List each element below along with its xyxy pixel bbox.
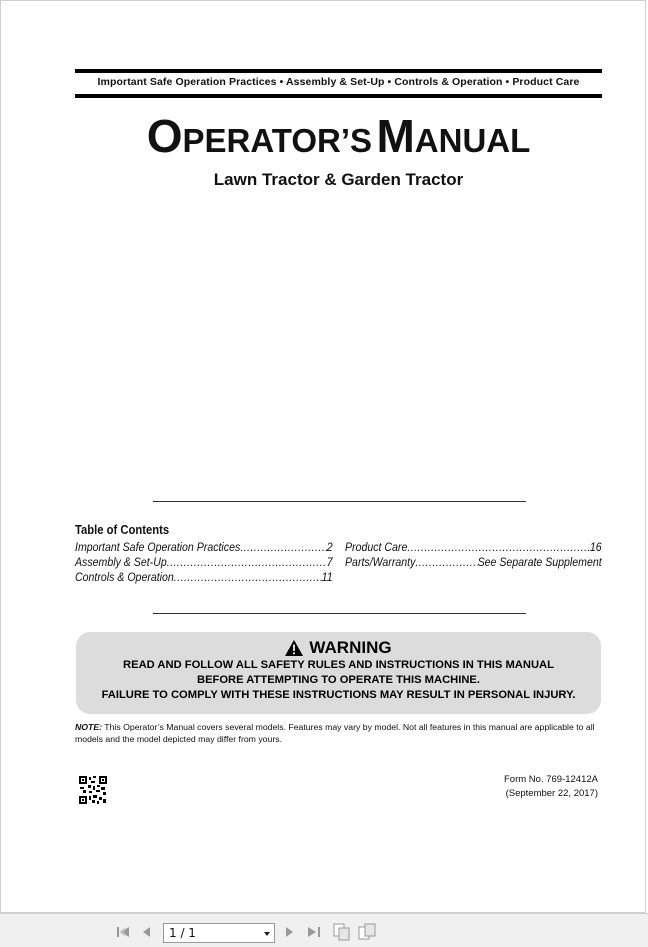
warning-heading: [76, 638, 601, 658]
top-rule: [75, 69, 602, 73]
note-paragraph: [75, 722, 602, 745]
form-date: (September 22, 2017): [505, 788, 598, 799]
bottom-rule: [75, 94, 602, 98]
note-text: This Operator’s Manual covers several models. Features may vary by model. Not all features in this manual are applicable to all models and the model depicted may differ from yours.: [75, 722, 595, 744]
toc-entry-label: Parts/Warranty: [345, 557, 416, 569]
page-title: [75, 109, 602, 163]
toc-entry-label: Important Safe Operation Practices: [75, 542, 241, 554]
chevron-down-icon: [264, 932, 270, 936]
toc-entry-page: See Separate Supplement: [477, 557, 602, 569]
title-s: S: [349, 122, 372, 159]
warning-box: [76, 632, 601, 714]
last-page-icon[interactable]: [307, 925, 321, 939]
first-page-icon[interactable]: [116, 925, 130, 939]
next-page-icon[interactable]: [284, 925, 296, 939]
title-letter-o: O: [146, 110, 183, 162]
qr-code-icon: [79, 776, 107, 804]
toc-entry-label: Assembly & Set-Up: [75, 557, 167, 569]
toc-dots: [415, 557, 477, 569]
divider-bottom: [153, 613, 526, 614]
toc-dots: [407, 542, 590, 554]
title-operator: PERATOR: [182, 122, 341, 159]
divider-top: [153, 501, 526, 502]
warning-triangle-icon: [285, 640, 303, 656]
toc-entry-safe-operation[interactable]: [75, 542, 333, 554]
page-number-select[interactable]: [163, 923, 275, 943]
title-manual: ANUAL: [414, 122, 531, 159]
toc-entry-product-care[interactable]: [345, 542, 602, 554]
title-apostrophe: ’: [340, 122, 350, 159]
topics-line: Important Safe Operation Practices • Assembly & Set-Up • Controls & Operation • Product Care: [97, 76, 580, 88]
toc-dots: [240, 542, 326, 554]
warning-heading-text: WARNING: [309, 638, 392, 657]
toc-entry-page: 11: [321, 572, 333, 584]
page-indicator-text: 1 / 1: [169, 926, 196, 940]
toc-entry-label: Controls & Operation: [75, 572, 174, 584]
toc-entry-controls[interactable]: [75, 572, 333, 584]
two-page-view-icon[interactable]: [358, 923, 376, 941]
form-number: Form No. 769-12412A: [504, 774, 598, 785]
toc-entry-parts-warranty[interactable]: [345, 557, 602, 569]
toc-entry-label: Product Care: [345, 542, 408, 554]
toc-title: Table of Contents: [75, 523, 170, 537]
toc-entry-assembly[interactable]: [75, 557, 333, 569]
page-subtitle: Lawn Tractor & Garden Tractor: [213, 170, 464, 189]
form-info: [504, 773, 598, 801]
previous-page-icon[interactable]: [140, 925, 152, 939]
single-page-view-icon[interactable]: [333, 923, 351, 941]
toc-dots: [167, 557, 327, 569]
warning-line-2: BEFORE ATTEMPTING TO OPERATE THIS MACHINE.: [196, 674, 480, 686]
pdf-viewer-toolbar: [0, 913, 648, 947]
warning-line-3: FAILURE TO COMPLY WITH THESE INSTRUCTIONS MAY RESULT IN PERSONAL INJURY.: [101, 689, 576, 701]
title-letter-m: M: [376, 110, 415, 162]
warning-line-1: READ AND FOLLOW ALL SAFETY RULES AND INSTRUCTIONS IN THIS MANUAL: [123, 659, 554, 671]
toc-dots: [174, 572, 322, 584]
note-label: NOTE:: [75, 722, 103, 732]
toc-entry-page: 2: [326, 542, 333, 554]
toc-entry-page: 16: [589, 542, 602, 554]
toc-entry-page: 7: [326, 557, 333, 569]
